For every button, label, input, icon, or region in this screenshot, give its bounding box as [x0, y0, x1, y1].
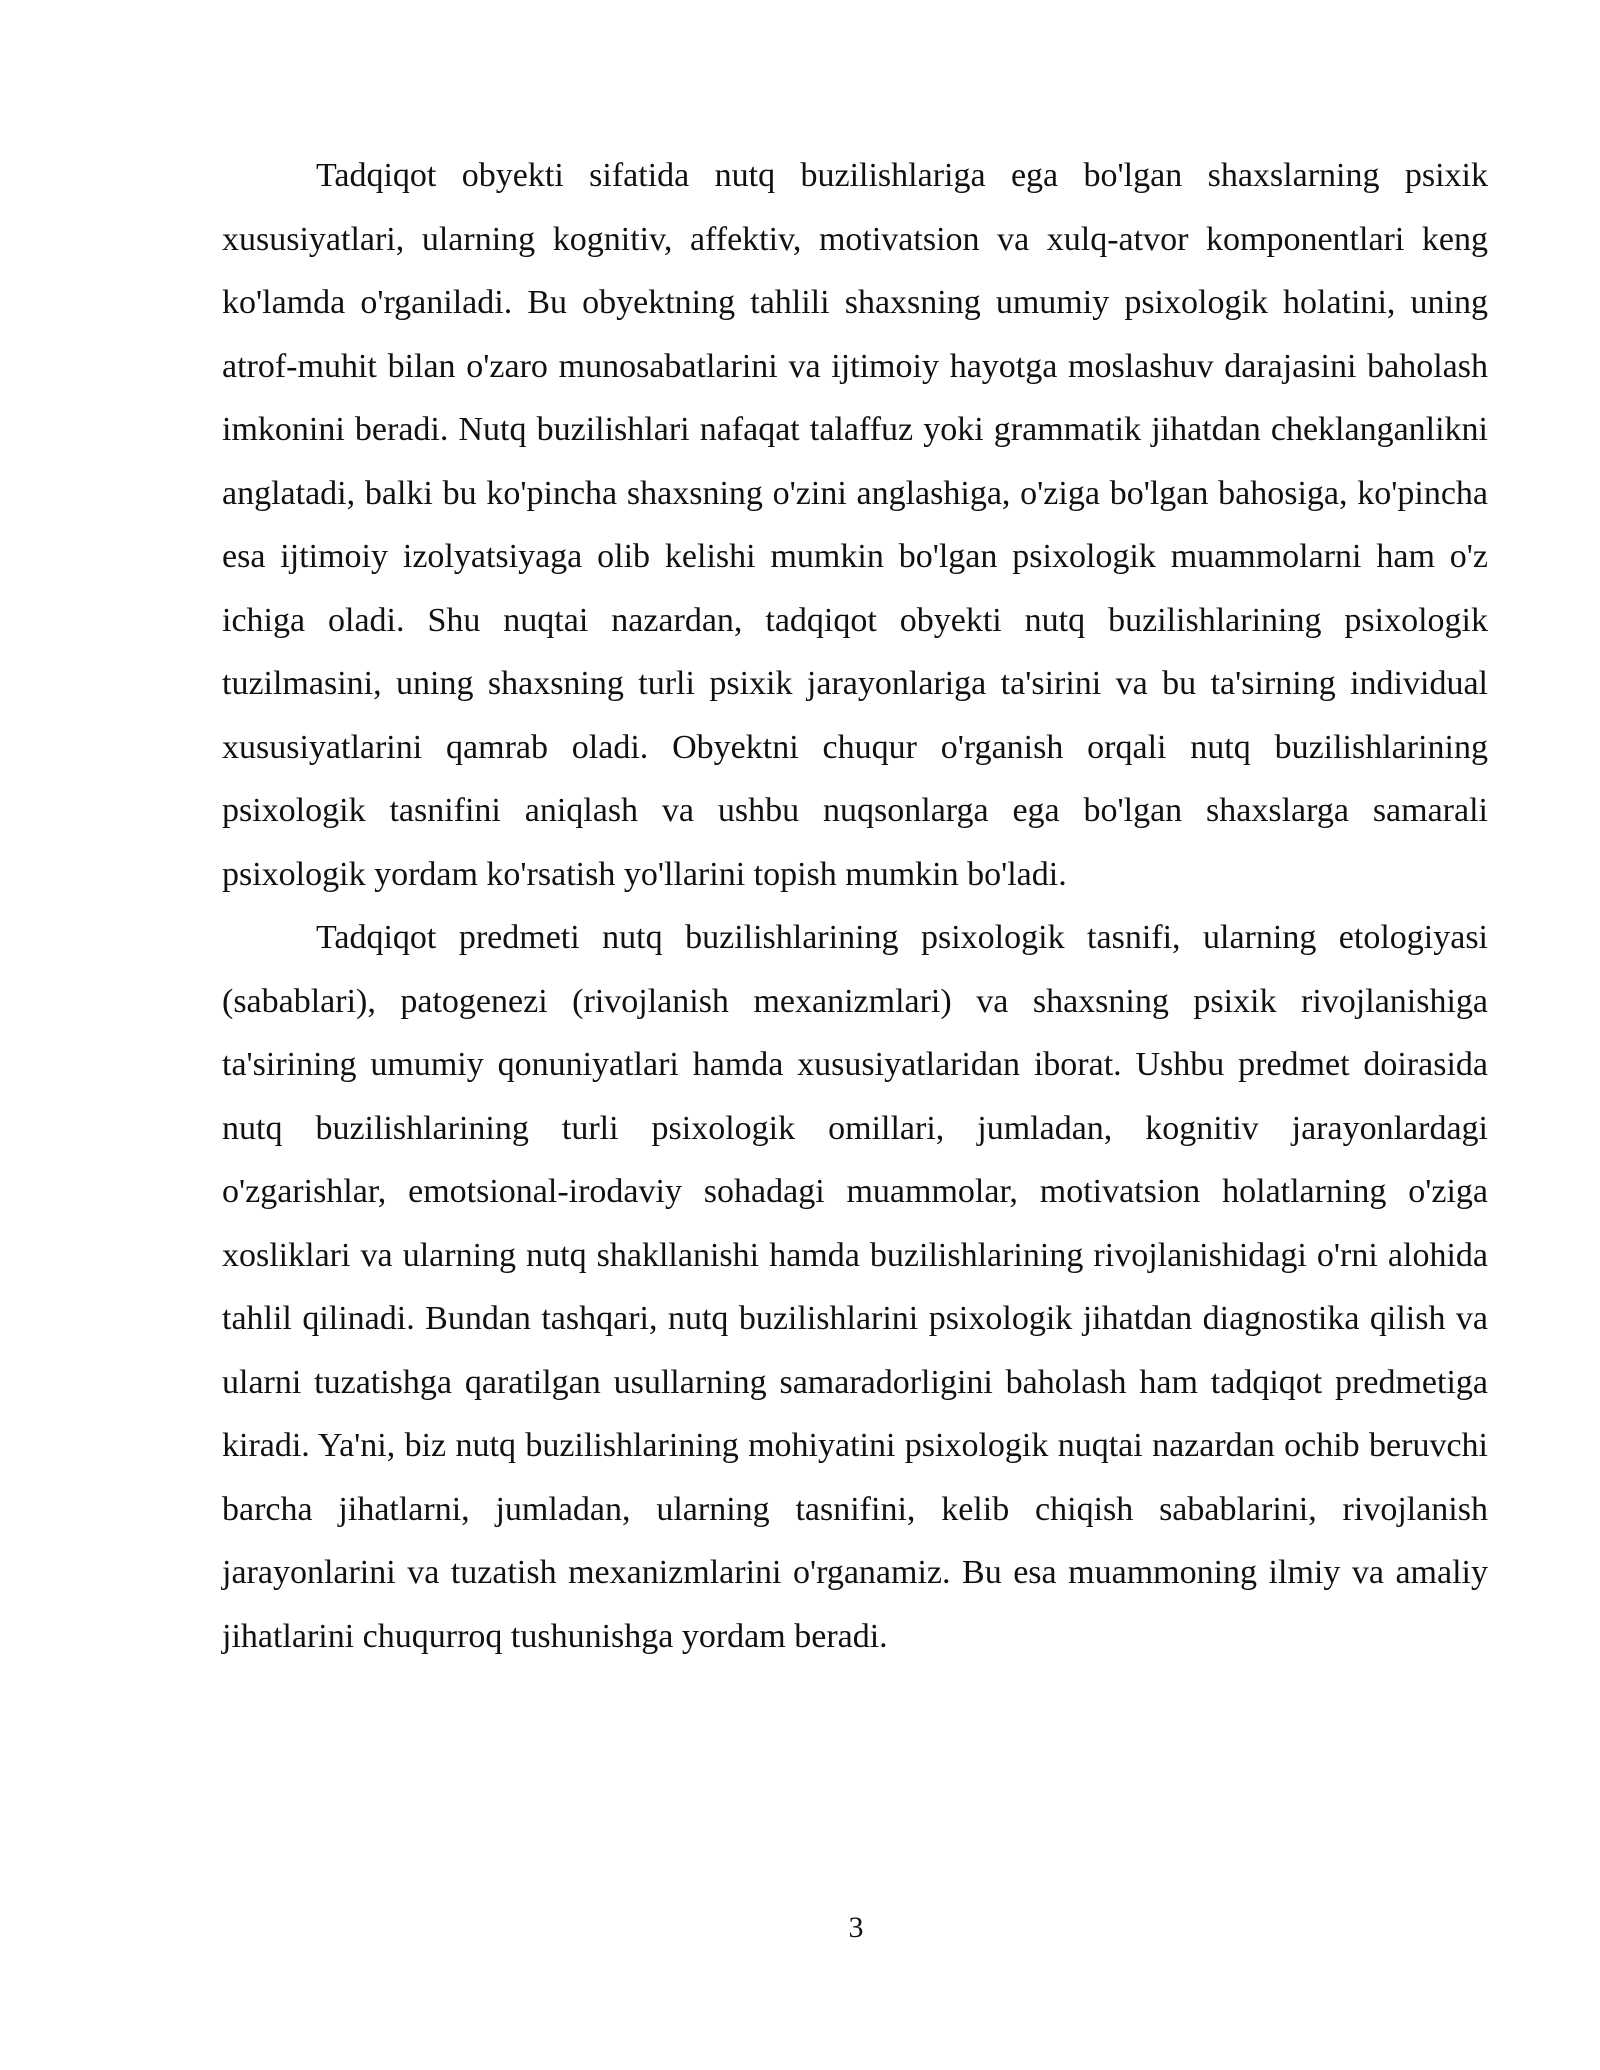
page-number: 3 — [848, 1911, 864, 1944]
paragraph-subject: Tadqiqot predmeti nutq buzilishlarining psixologik tasnifi, ularning etologiyasi (sabablari), patogenezi (rivojlanish mexanizmlari) va shaxsning psixik rivojlanishiga ta'sirining umumiy qonuniyatlari hamda xususiyatlaridan iborat. Ushbu predmet doirasida nutq buzilishlarining turli psixologik omillari, jumladan, kognitiv jarayonlardagi o'zgarishlar, emotsional-irodaviy sohadagi muammolar, motivatsion holatlarning o'ziga xosliklari va ularning nutq shakllanishi hamda buzilishlarining rivojlanishidagi o'rni alohida tahlil qilinadi. Bundan tashqari, nutq buzilishlarini psixologik jihatdan diagnostika qilish va ularni tuzatishga qaratilgan usullarning samaradorligini baholash ham tadqiqot predmetiga kiradi. Ya'ni, biz nutq buzilishlarining mohiyatini psixologik nuqtai nazardan ochib beruvchi barcha jihatlarni, jumladan, ularning tasnifini, kelib chiqish sabablarini, rivojlanish jarayonlarini va tuzatish mexanizmlarini o'rganamiz. Bu esa muammoning ilmiy va amaliy jihatlarini chuqurroq tushunishga yordam beradi. — [222, 919, 1488, 1655]
paragraph-object: Tadqiqot obyekti sifatida nutq buzilishlariga ega bo'lgan shaxslarning psixik xususiyatlari, ularning kognitiv, affektiv, motivatsion va xulq-atvor komponentlari keng ko'lamda o'rganiladi. Bu obyektning tahlili shaxsning umumiy psixologik holatini, uning atrof-muhit bilan o'zaro munosabatlarini va ijtimoiy hayotga moslashuv darajasini baholash imkonini beradi. Nutq buzilishlari nafaqat talaffuz yoki grammatik jihatdan cheklanganlikni anglatadi, balki bu ko'pincha shaxsning o'zini anglashiga, o'ziga bo'lgan bahosiga, ko'pincha esa ijtimoiy izolyatsiyaga olib kelishi mumkin bo'lgan psixologik muammolarni ham o'z ichiga oladi. Shu nuqtai nazardan, tadqiqot obyekti nutq buzilishlarining psixologik tuzilmasini, uning shaxsning turli psixik jarayonlariga ta'sirini va bu ta'sirning individual xususiyatlarini qamrab oladi. Obyektni chuqur o'rganish orqali nutq buzilishlarining psixologik tasnifini aniqlash va ushbu nuqsonlarga ega bo'lgan shaxslarga samarali psixologik yordam ko'rsatish yo'llarini topish mumkin bo'ladi. — [222, 157, 1488, 893]
body-text — [222, 144, 1488, 1668]
